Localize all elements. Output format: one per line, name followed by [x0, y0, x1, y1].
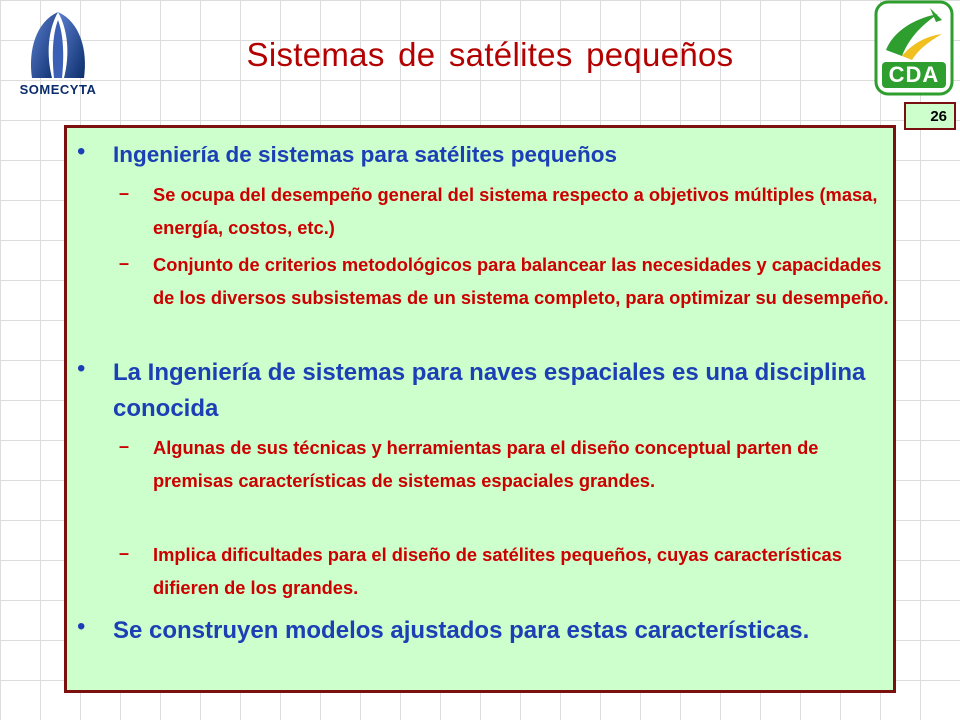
sub-bullet-marker: – [119, 183, 130, 203]
sub-bullet-item-2-2: Implica dificultades para el diseño de satélites pequeños, cuyas características difieren de los grandes. [153, 544, 842, 598]
bullet-item-1: Ingeniería de sistemas para satélites pequeños [113, 142, 617, 167]
bullet-marker: • [77, 138, 86, 165]
sub-bullet-item-1-2: Conjunto de criterios metodológicos para balancear las necesidades y capacidades de los diversos subsistemas de un sistema completo, para optimizar su desempeño. [153, 254, 889, 308]
bullet-marker: • [77, 355, 86, 382]
cda-logo-text: CDA [888, 62, 940, 87]
bullet-item-3: Se construyen modelos ajustados para estas características. [113, 617, 810, 644]
page-title: Sistemas de satélites pequeños [246, 36, 734, 73]
somecyta-logo-text: SOMECYTA [19, 82, 97, 97]
somecyta-emblem-icon [6, 10, 110, 82]
sub-bullet-marker: – [119, 436, 130, 456]
sub-bullet-marker: – [119, 253, 130, 273]
sub-bullet-item-1-1: Se ocupa del desempeño general del sistema respecto a objetivos múltiples (masa, energía, costos, etc.) [153, 184, 878, 238]
bullet-item-2: La Ingeniería de sistemas para naves espaciales es una disciplina conocida [113, 359, 866, 422]
sub-bullet-marker: – [119, 543, 130, 563]
content-box [64, 125, 896, 693]
sub-bullet-item-2-1: Algunas de sus técnicas y herramientas para el diseño conceptual parten de premisas características de sistemas espaciales grandes. [153, 437, 819, 491]
somecyta-logo [6, 10, 110, 110]
cda-logo [872, 0, 956, 98]
slide-number: 26 [904, 102, 956, 130]
bullet-marker: • [77, 613, 86, 640]
